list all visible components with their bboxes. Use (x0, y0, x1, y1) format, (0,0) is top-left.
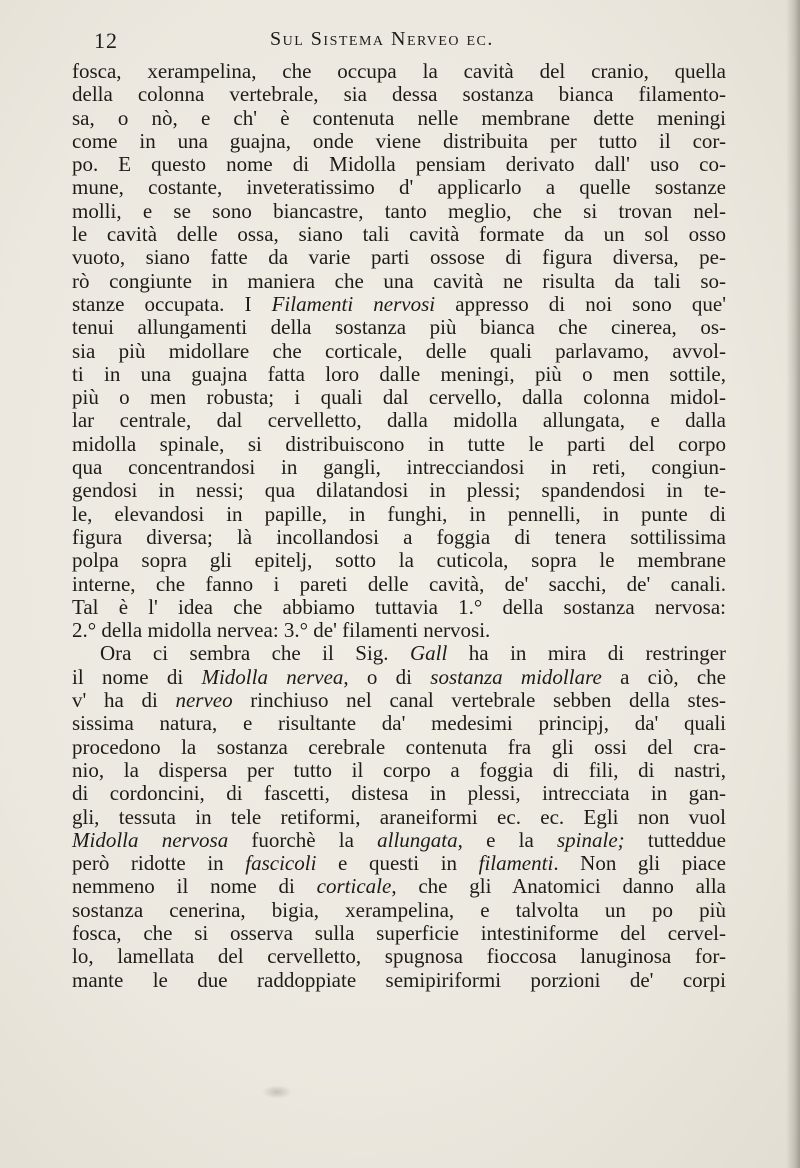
italic-text: Gall (410, 641, 448, 666)
text-line (72, 433, 726, 456)
page-number: 12 (94, 28, 118, 53)
text-run: tutteddue (624, 827, 726, 852)
text-line (72, 60, 726, 83)
text-line (72, 503, 726, 526)
text-run: molli, e se sono biancastre, tanto meglio, che si trovan nel- (72, 198, 726, 223)
italic-text: fascicoli (245, 851, 317, 876)
text-line (72, 829, 726, 852)
italic-text: allungata (377, 827, 458, 852)
text-run: sostanza cenerina, bigia, xerampelina, e talvolta un po più (72, 897, 726, 922)
text-run: Ora ci sembra che il Sig. (100, 641, 411, 666)
ink-smudge (262, 1085, 292, 1099)
text-line (72, 176, 726, 199)
text-run: rò congiunte in maniera che una cavità ne risulta da tali so- (72, 268, 726, 293)
text-run: come in una guajna, onde viene distribuita per tutto il cor- (72, 128, 726, 153)
text-run: Tal è l' idea che abbiamo tuttavia 1.° della sostanza nervosa: (72, 594, 726, 619)
page-edge-shadow (786, 0, 800, 1168)
text-run: mune, costante, inveteratissimo d' applicarlo a quelle sostanze (72, 175, 726, 200)
text-line (72, 316, 726, 339)
text-run: della colonna vertebrale, sia dessa sostanza bianca filamento- (72, 82, 726, 107)
text-run: e questi in (316, 851, 479, 876)
text-line (72, 969, 726, 992)
text-run: polpa sopra gli epitelj, sotto la cuticola, sopra le membrane (72, 548, 726, 573)
text-line (72, 806, 726, 829)
text-run: nemmeno il nome di (72, 874, 317, 899)
page-header (70, 22, 730, 54)
text-line (72, 852, 726, 875)
text-run: di cordoncini, di fascetti, distesa in plessi, intrecciata in gan- (72, 781, 726, 806)
body-text (72, 60, 726, 992)
text-line (72, 153, 726, 176)
text-line (72, 712, 726, 735)
text-line (72, 526, 726, 549)
text-run: sa, o nò, e ch' è contenuta nelle membrane dette meningi (72, 105, 726, 130)
text-line (72, 642, 726, 665)
italic-text: nerveo (175, 688, 233, 713)
text-run: sia più midollare che corticale, delle quali parlavamo, avvol- (72, 338, 726, 363)
text-run: po. E questo nome di Midolla pensiam derivato dall' uso co- (72, 152, 726, 177)
text-line (72, 782, 726, 805)
text-run: fuorchè la (228, 827, 378, 852)
text-line (72, 759, 726, 782)
text-run: , o di (343, 664, 431, 689)
text-line (72, 875, 726, 898)
text-run: le, elevandosi in papille, in funghi, in pennelli, in punte di (72, 501, 726, 526)
text-run: figura diversa; là incollandosi a foggia di tenera sottilissima (72, 524, 726, 549)
text-run: , e la (457, 827, 557, 852)
text-line (72, 922, 726, 945)
text-run: le cavità delle ossa, siano tali cavità formate da un sol osso (72, 222, 726, 247)
text-line (72, 573, 726, 596)
text-run: interne, che fanno i pareti delle cavità, de' sacchi, de' canali. (72, 571, 726, 596)
text-run: ti in una guajna fatta loro dalle meningi, più o men sottile, (72, 361, 726, 386)
text-line (72, 200, 726, 223)
text-line (72, 130, 726, 153)
text-run: però ridotte in (72, 851, 246, 876)
text-run: 2.° della midolla nervea: 3.° de' filamenti nervosi. (72, 618, 491, 643)
text-run: gli, tessuta in tele retiformi, araneiformi ec. ec. Egli non vuol (72, 804, 726, 829)
text-run: rinchiuso nel canal vertebrale sebben della stes- (232, 688, 726, 713)
text-run: ha in mira di restringer (447, 641, 727, 666)
text-run: il nome di (72, 664, 202, 689)
text-run: gendosi in nessi; qua dilatandosi in plessi; spandendosi in te- (72, 478, 726, 503)
italic-text: sostanza midollare (430, 664, 602, 689)
text-run: lar centrale, dal cervelletto, dalla midolla allungata, e dalla (72, 408, 726, 433)
text-run: a ciò, che (601, 664, 726, 689)
running-title: Sul Sistema Nerveo ec. (270, 28, 494, 50)
text-line (72, 736, 726, 759)
text-run: più o men robusta; i quali dal cervello, dalla colonna midol- (72, 385, 726, 410)
text-run: mante le due raddoppiate semipiriformi porzioni de' corpi (72, 967, 726, 992)
text-run: midolla spinale, si distribuiscono in tutte le parti del corpo (72, 431, 726, 456)
text-line (72, 107, 726, 130)
text-run: vuoto, siano fatte da varie parti ossose di figura diversa, pe- (72, 245, 726, 270)
text-line (72, 619, 726, 642)
text-run: appresso di noi sono que' (435, 291, 726, 316)
italic-text: filamenti (478, 851, 554, 876)
text-line (72, 899, 726, 922)
text-line (72, 246, 726, 269)
text-run: fosca, che si osserva sulla superficie intestiniforme del cervel- (72, 920, 726, 945)
text-line (72, 456, 726, 479)
italic-text: spinale; (556, 827, 625, 852)
italic-text: corticale (316, 874, 392, 899)
text-run: fosca, xerampelina, che occupa la cavità del cranio, quella (72, 59, 726, 83)
text-run: procedono la sostanza cerebrale contenuta fra gli ossi del cra- (72, 734, 726, 759)
text-line (72, 945, 726, 968)
text-line (72, 596, 726, 619)
text-run: qua concentrandosi in gangli, intrecciandosi in reti, congiun- (72, 455, 726, 480)
italic-text: Midolla nervosa (72, 827, 229, 852)
text-run: , che gli Anatomici danno alla (391, 874, 726, 899)
text-run: lo, lamellata del cervelletto, spugnosa fioccosa lanuginosa for- (72, 944, 726, 969)
text-line (72, 409, 726, 432)
text-line (72, 479, 726, 502)
text-run: nio, la dispersa per tutto il corpo a foggia di fili, di nastri, (72, 757, 726, 782)
text-line (72, 83, 726, 106)
text-run: stanze occupata. I (72, 291, 272, 316)
italic-text: Midolla nervea (201, 664, 344, 689)
text-run: sissima natura, e risultante da' medesimi principj, da' quali (72, 711, 726, 736)
text-line (72, 340, 726, 363)
text-line (72, 223, 726, 246)
text-line (72, 689, 726, 712)
text-line (72, 666, 726, 689)
text-line (72, 549, 726, 572)
text-line (72, 363, 726, 386)
text-line (72, 386, 726, 409)
text-line (72, 293, 726, 316)
text-run: . Non gli piace (553, 851, 726, 876)
text-run: tenui allungamenti della sostanza più bianca che cinerea, os- (72, 315, 726, 340)
text-line (72, 270, 726, 293)
italic-text: Filamenti nervosi (271, 291, 436, 316)
text-run: v' ha di (72, 688, 176, 713)
